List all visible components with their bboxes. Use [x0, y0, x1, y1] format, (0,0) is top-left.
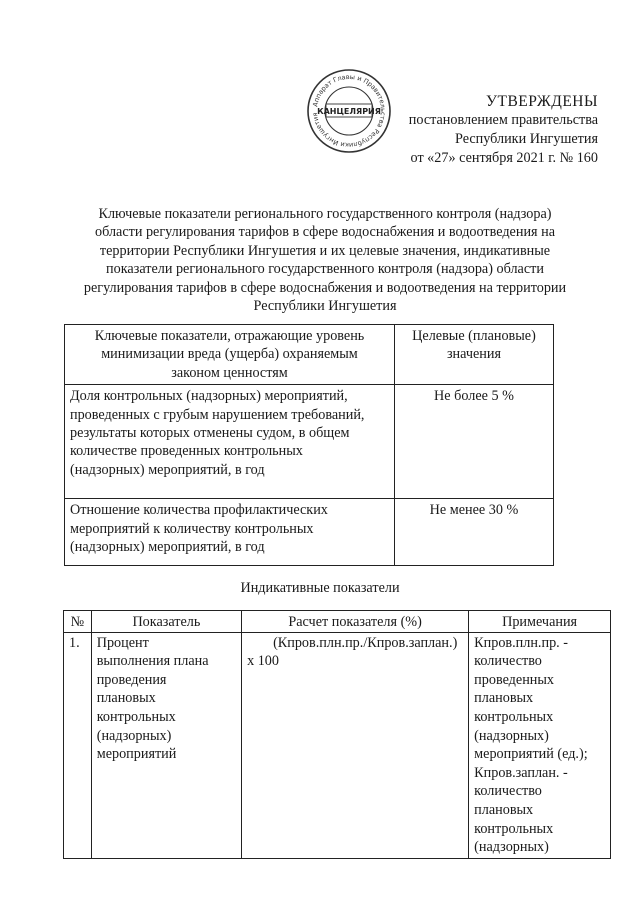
indicative-section-title: Индикативные показатели	[240, 580, 400, 596]
header-indicator: Показатель	[91, 611, 241, 633]
indicator-name-cell: Процент выполнения плана проведения плановых контрольных (надзорных) мероприятий	[91, 632, 241, 858]
approval-block	[409, 92, 598, 168]
title-line: показатели регионального государственного контроля (надзора) области	[106, 261, 544, 278]
table-header-row	[65, 325, 554, 385]
table-row	[65, 385, 554, 499]
indicator-cell: Отношение количества профилактических мероприятий к количеству контрольных (надзорных) мероприятий, в год	[65, 499, 395, 566]
approval-line-3: Республики Ингушетия	[454, 131, 598, 147]
title-line: регулирования тарифов в сфере водоснабжения и водоотведения на территории	[83, 279, 567, 296]
approval-line-2: постановлением правительства	[408, 112, 598, 128]
title-line: территории Республики Ингушетия и их целевые значения, индикативные	[99, 242, 551, 259]
indicative-indicators-table	[63, 610, 611, 859]
target-cell: Не более 5 %	[395, 385, 554, 499]
header-indicator: Ключевые показатели, отражающие уровень минимизации вреда (ущерба) охраняемым законом ценностям	[65, 325, 395, 385]
header-number: №	[64, 611, 92, 633]
title-line: области регулирования тарифов в сфере водоснабжения и водоотведения на	[94, 224, 556, 241]
seal-center-text: КАНЦЕЛЯРИЯ	[317, 107, 381, 116]
header-target: Целевые (плановые) значения	[395, 325, 554, 385]
document-title	[60, 205, 590, 315]
seal-ring-text: Аппарат Главы и Правительства Республики Ингушетия	[311, 72, 388, 150]
official-seal-stamp	[306, 68, 392, 154]
approval-heading: УТВЕРЖДЕНЫ	[486, 93, 598, 110]
table-header-row	[64, 611, 611, 633]
target-cell: Не менее 30 %	[395, 499, 554, 566]
approval-date-number: от «27» сентября 2021 г. № 160	[410, 150, 598, 166]
title-line: Ключевые показатели регионального государственного контроля (надзора)	[98, 206, 552, 222]
notes-cell: Кпров.плн.пр. - количество проведенных плановых контрольных (надзорных) мероприятий (ед.); Кпров.заплан. - количество плановых контрольных (надзорных)	[469, 632, 611, 858]
row-number: 1.	[64, 632, 92, 858]
table-row	[64, 632, 611, 858]
title-line: Республики Ингушетия	[253, 298, 397, 315]
header-calculation: Расчет показателя (%)	[242, 611, 469, 633]
calculation-cell: (Кпров.плн.пр./Кпров.заплан.) x 100	[242, 632, 469, 858]
indicator-cell: Доля контрольных (надзорных) мероприятий, проведенных с грубым нарушением требований, результаты которых отменены судом, в общем количестве проведенных контрольных (надзорных) мероприятий, в год	[65, 385, 395, 499]
table-row	[65, 499, 554, 566]
key-indicators-table	[64, 324, 554, 566]
header-notes: Примечания	[469, 611, 611, 633]
